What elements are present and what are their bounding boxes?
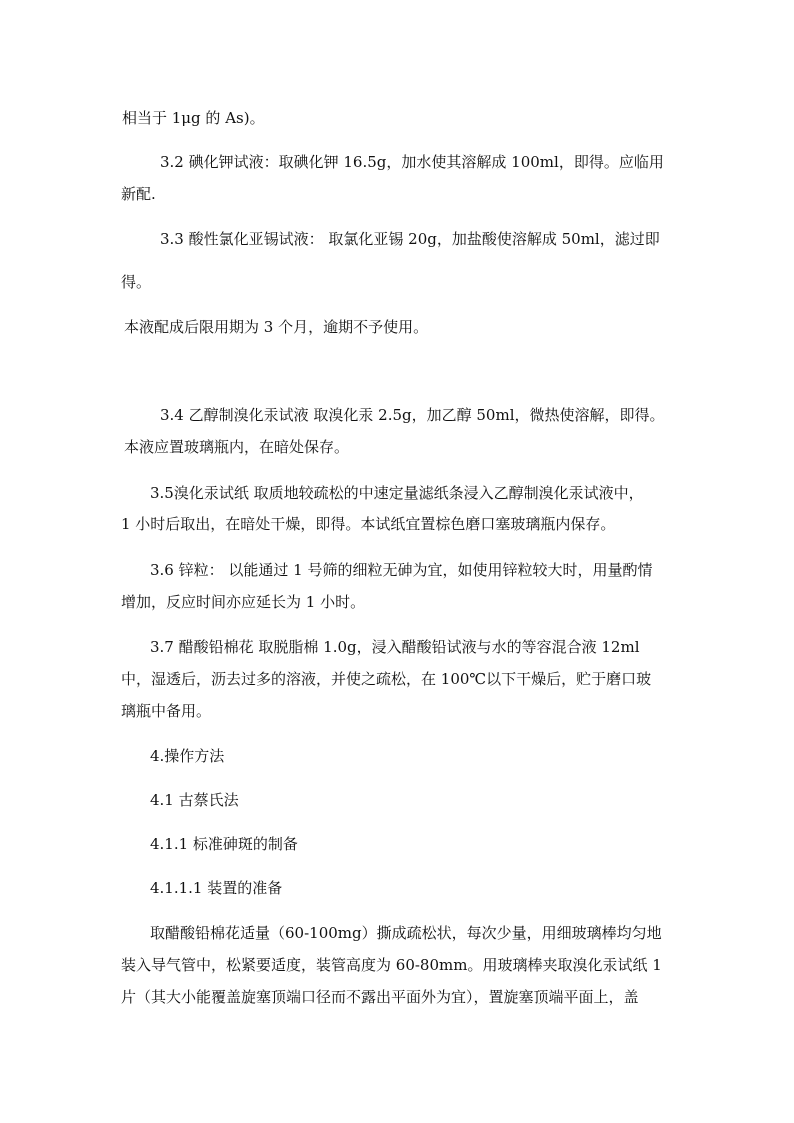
text-line: 得。 [121, 273, 152, 291]
section-heading: 4.1.1.1 装置的准备 [150, 879, 283, 897]
text-line: 3.4 乙醇制溴化汞试液 取溴化汞 2.5g，加乙醇 50ml，微热使溶解，即得。 [160, 406, 665, 424]
text-line: 本液配成后限用期为 3 个月，逾期不予使用。 [124, 318, 429, 336]
text-line: 3.3 酸性氯化亚锡试液： 取氯化亚锡 20g，加盐酸使溶解成 50ml，滤过即 [160, 230, 660, 248]
section-heading: 4.操作方法 [150, 747, 225, 765]
text-line: 3.2 碘化钾试液：取碘化钾 16.5g，加水使其溶解成 100ml，即得。应临用 [160, 153, 664, 171]
text-line: 3.6 锌粒： 以能通过 1 号筛的细粒无砷为宜，如使用锌粒较大时，用量酌情 [150, 561, 653, 579]
section-heading: 4.1 古蔡氏法 [150, 791, 239, 809]
text-line: 1 小时后取出，在暗处干燥，即得。本试纸宜置棕色磨口塞玻璃瓶内保存。 [121, 515, 616, 533]
text-line: 新配. [121, 185, 156, 203]
text-line: 3.7 醋酸铅棉花 取脱脂棉 1.0g，浸入醋酸铅试液与水的等容混合液 12ml [150, 638, 640, 656]
text-line: 中，湿透后，沥去过多的溶液，并使之疏松，在 100℃以下干燥后，贮于磨口玻 [121, 670, 652, 688]
text-line: 片（其大小能覆盖旋塞顶端口径而不露出平面外为宜），置旋塞顶端平面上，盖 [121, 988, 639, 1006]
text-line: 取醋酸铅棉花适量（60-100mg）撕成疏松状，每次少量，用细玻璃棒均匀地 [150, 924, 662, 942]
text-line: 本液应置玻璃瓶内，在暗处保存。 [124, 438, 350, 456]
text-line: 增加，反应时间亦应延长为 1 小时。 [121, 593, 366, 611]
text-line: 3.5溴化汞试纸 取质地较疏松的中速定量滤纸条浸入乙醇制溴化汞试液中， [150, 484, 644, 502]
text-line: 相当于 1μg 的 As)。 [122, 109, 265, 127]
section-heading: 4.1.1 标准砷斑的制备 [150, 835, 298, 853]
text-line: 装入导气管中，松紧要适度，装管高度为 60-80mm。用玻璃棒夹取溴化汞试纸 1 [121, 956, 662, 974]
text-line: 璃瓶中备用。 [121, 702, 212, 720]
